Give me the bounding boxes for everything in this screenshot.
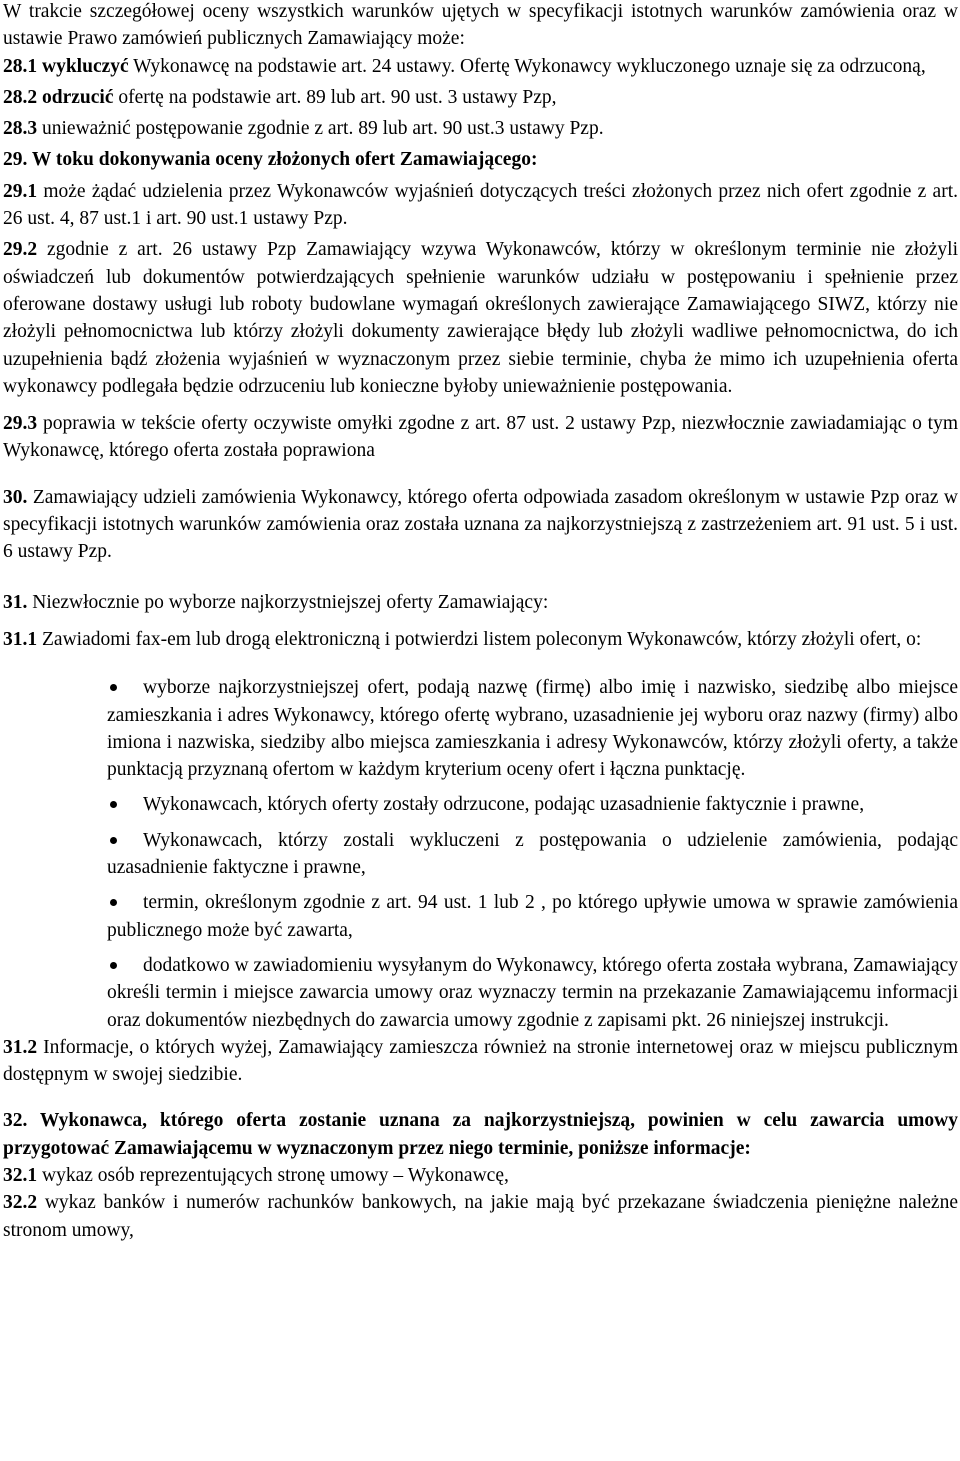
- section-32-heading: [3, 1107, 958, 1162]
- emphasis-term: wykluczyć: [37, 55, 129, 77]
- section-29-1: [3, 178, 958, 233]
- section-number: 29.1: [3, 180, 38, 202]
- section-number: 29.: [3, 149, 28, 171]
- section-text: wykaz osób reprezentujących stronę umowy – Wykonawcę,: [37, 1164, 509, 1186]
- section-28-2: [3, 84, 958, 111]
- section-text: W toku dokonywania oceny złożonych ofert Zamawiającego:: [27, 149, 538, 171]
- section-number: 31.: [3, 591, 28, 613]
- section-31-2: [3, 1034, 958, 1089]
- section-number: 31.2: [3, 1036, 38, 1058]
- section-text: Niezwłocznie po wyborze najkorzystniejszej oferty Zamawiający:: [27, 591, 549, 613]
- section-text: Zawiadomi fax-em lub drogą elektroniczną i potwierdzi listem poleconym Wykonawców, którzy złożyli ofert, o:: [37, 628, 922, 650]
- bullet-icon: [110, 837, 117, 844]
- section-text: Zamawiający udzieli zamówienia Wykonawcy, którego oferta odpowiada zasadom określonym w ustawie Pzp oraz w specyfikacji istotnych warunków zamówienia oraz została uznana za najkorzystniejszą z zastrzeżeniem art. 91 ust. 5 i ust. 6 ustawy Pzp.: [3, 486, 958, 563]
- section-number: 28.1: [3, 55, 38, 77]
- list-item-text: dodatkowo w zawiadomieniu wysyłanym do Wykonawcy, którego oferta została wybrana, Zamawiający określi termin i miejsce zawarcia umowy oraz wyznaczy termin na przekazanie Zamawiającemu informacji oraz dokumentów niezbędnych do zawarcia umowy zgodnie z zapisami pkt. 26 niniejszej instrukcji.: [107, 954, 958, 1031]
- section-number: 28.2: [3, 86, 38, 108]
- section-28-3: [3, 115, 958, 142]
- section-number: 29.3: [3, 413, 38, 435]
- section-text: zgodnie z art. 26 ustawy Pzp Zamawiający wzywa Wykonawców, którzy w określonym terminie nie złożyli oświadczeń lub dokumentów potwierdzających spełnienie warunków udziału w postępowaniu i spełnienie przez oferowane dostawy usługi lub roboty budowlane wymagań określonych zawierające Zamawiającego SIWZ, którzy nie złożyli pełnomocnictwa lub którzy złożyli dokumenty zawierające błędy lub złożyli wadliwe pełnomocnictwa, do ich uzupełnienia bądź złożenia wyjaśnień w wyznaczonym przez siebie terminie, chyba że mimo ich uzupełnienia oferta wykonawcy podlegała będzie odrzuceniu lub konieczne byłoby unieważnienie postępowania.: [3, 239, 958, 397]
- section-text: Wykonawca, którego oferta zostanie uznana za najkorzystniejszą, powinien w celu zawarcia umowy przygotować Zamawiającemu w wyznaczonym przez niego terminie, poniższe informacje:: [3, 1110, 958, 1159]
- section-text: unieważnić postępowanie zgodnie z art. 89 lub art. 90 ust.3 ustawy Pzp.: [37, 118, 604, 140]
- list-item-text: Wykonawcach, którzy zostali wykluczeni z postępowania o udzielenie zamówienia, podając uzasadnienie faktyczne i prawne,: [107, 829, 958, 879]
- section-32-2: [3, 1189, 958, 1244]
- section-30: [3, 484, 958, 566]
- list-item: [3, 827, 958, 882]
- list-item-text: termin, określonym zgodnie z art. 94 ust. 1 lub 2 , po którego upływie umowa w sprawie zamówienia publicznego może być zawarta,: [107, 892, 958, 941]
- notification-list: [3, 674, 958, 1034]
- section-29-3: [3, 410, 958, 465]
- section-number: 32.: [3, 1110, 28, 1132]
- section-number: 32.1: [3, 1164, 38, 1186]
- emphasis-term: odrzucić: [37, 86, 114, 108]
- section-number: 30.: [3, 486, 28, 508]
- section-number: 28.3: [3, 118, 38, 140]
- document-page: [3, 0, 958, 1244]
- section-29-2: [3, 236, 958, 400]
- list-item: [3, 791, 958, 818]
- section-number: 29.2: [3, 239, 38, 261]
- section-32-1: [3, 1162, 958, 1189]
- section-text: poprawia w tekście oferty oczywiste omyłki zgodne z art. 87 ust. 2 ustawy Pzp, niezwłocznie zawiadamiając o tym Wykonawcę, którego oferta została poprawiona: [3, 413, 958, 462]
- section-text: Informacje, o których wyżej, Zamawiający zamieszcza również na stronie internetowej oraz w miejscu publicznym dostępnym w swojej siedzibie.: [3, 1036, 958, 1086]
- section-number: 32.2: [3, 1192, 38, 1214]
- section-text: ofertę na podstawie art. 89 lub art. 90 ust. 3 ustawy Pzp,: [113, 86, 557, 108]
- section-31: [3, 589, 958, 616]
- section-29-heading: [3, 146, 958, 173]
- section-text: może żądać udzielenia przez Wykonawców wyjaśnień dotyczących treści złożonych przez nich ofert zgodnie z art. 26 ust. 4, 87 ust.1 i art. 90 ust.1 ustawy Pzp.: [3, 180, 958, 230]
- section-number: 31.1: [3, 628, 38, 650]
- list-item: [3, 889, 958, 944]
- section-31-1: [3, 626, 958, 653]
- list-item: [3, 674, 958, 783]
- list-item-text: Wykonawcach, których oferty zostały odrzucone, podając uzasadnienie faktycznie i prawne,: [143, 794, 865, 816]
- bullet-icon: [110, 962, 117, 969]
- list-item-text: wyborze najkorzystniejszej ofert, podają nazwę (firmę) albo imię i nazwisko, siedzibę albo miejsce zamieszkania i adres Wykonawcy, którego ofertę wybrano, uzasadnienie jej wyboru oraz nazwy (firmy) albo imiona i nazwiska, siedziby albo miejsca zamieszkania i adresy Wykonawców, którzy złożyli oferty, a także punktacją przyznaną ofertom w każdym kryterium oceny ofert i łączna punktację.: [107, 677, 958, 781]
- section-text: Wykonawcę na podstawie art. 24 ustawy. Ofertę Wykonawcy wykluczonego uznaje się za odrzuconą,: [128, 55, 926, 77]
- section-text: wykaz banków i numerów rachunków bankowych, na jakie mają być przekazane świadczenia pieniężne należne stronom umowy,: [3, 1192, 958, 1241]
- section-28-1: [3, 53, 958, 80]
- list-item: [3, 952, 958, 1034]
- intro-paragraph: W trakcie szczegółowej oceny wszystkich warunków ujętych w specyfikacji istotnych warunków zamówienia oraz w ustawie Prawo zamówień publicznych Zamawiający może:: [3, 1, 958, 50]
